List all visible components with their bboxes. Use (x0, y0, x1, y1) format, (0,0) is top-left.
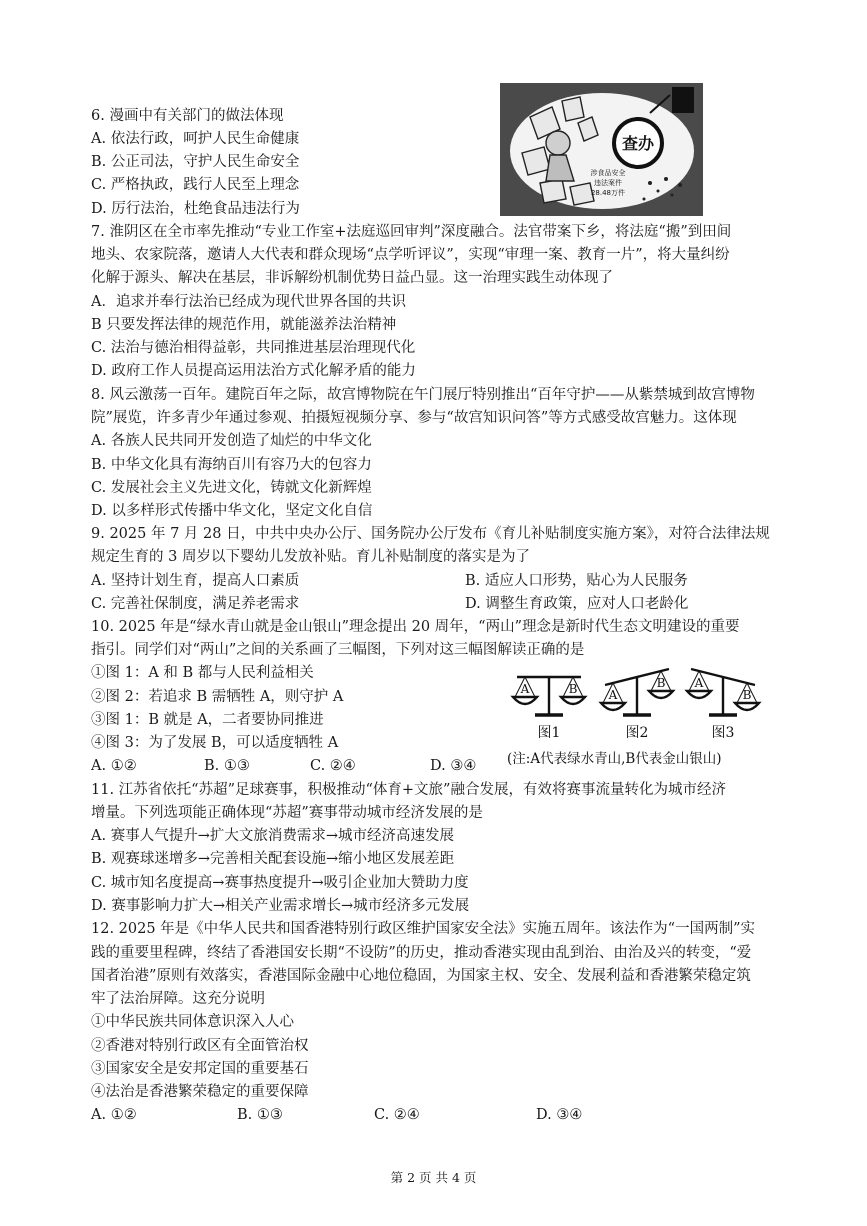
scale-3-pan-b: B (742, 688, 752, 702)
cartoon-label-line-1: 涉食品安全 (590, 169, 626, 177)
q12-option-b: B. ①③ (237, 1107, 283, 1123)
q11-stem-line-1: 11. 江苏省依托“苏超”足球赛事，积极推动“体育+文旅”融合发展，有效将赛事流量转化为城市经济 (91, 782, 726, 798)
q11-option-b: B. 观赛球迷增多→完善相关配套设施→缩小地区发展差距 (91, 851, 455, 867)
q8-option-b: B. 中华文化具有海纳百川有容乃大的包容力 (91, 457, 372, 473)
scale-2-pan-a: A (608, 688, 618, 702)
q11-option-c: C. 城市知名度提高→赛事热度提升→吸引企业加大赞助力度 (91, 875, 469, 891)
figure-1-caption: 图1 (537, 725, 561, 741)
q12-item-2: ②香港对特别行政区有全面管治权 (91, 1038, 309, 1054)
q12-option-d: D. ③④ (536, 1107, 583, 1123)
figure-note: (注:A代表绿水青山,B代表金山银山) (507, 751, 722, 767)
q9-option-a: A. 坚持计划生育，提高人口素质 (91, 573, 300, 589)
scale-1-pan-a: A (520, 682, 530, 696)
q12-stem-line-4: 牢了法治屏障。这充分说明 (91, 991, 265, 1007)
q10-item-1: ①图 1：A 和 B 都与人民利益相关 (91, 665, 314, 681)
scale-figure-2 (601, 669, 673, 715)
q7-option-b: B 只要发挥法律的规范作用，就能滋养法治精神 (91, 317, 397, 333)
q8-option-c: C. 发展社会主义先进文化，铸就文化新辉煌 (91, 480, 372, 496)
q6-option-c: C. 严格执政，践行人民至上理念 (91, 177, 300, 193)
q10-stem-line-1: 10. 2025 年是“绿水青山就是金山银山”理念提出 20 周年，“两山”理念是新时代生态文明建设的重要 (91, 619, 740, 635)
q6-option-b: B. 公正司法，守护人民生命安全 (91, 154, 300, 170)
q6-stem: 6. 漫画中有关部门的做法体现 (91, 108, 284, 124)
q12-option-c: C. ②④ (374, 1107, 420, 1123)
q7-option-a: A．追求并奉行法治已经成为现代世界各国的共识 (91, 294, 406, 310)
q6-option-a: A. 依法行政，呵护人民生命健康 (91, 131, 300, 147)
q7-option-c: C. 法治与德治相得益彰，共同推进基层治理现代化 (91, 340, 416, 356)
q12-stem-line-3: 国者治港”原则有效落实，香港国际金融中心地位稳固，为国家主权、安全、发展利益和香港繁荣稳定筑 (91, 968, 751, 984)
q10-option-a: A. ①② (91, 758, 137, 774)
q8-option-d: D. 以多样形式传播中华文化，坚定文化自信 (91, 503, 373, 519)
figure-2-caption: 图2 (625, 725, 649, 741)
q10-option-d: D. ③④ (430, 758, 477, 774)
q12-option-a: A. ①② (91, 1107, 137, 1123)
q12-item-3: ③国家安全是安邦定国的重要基石 (91, 1061, 309, 1077)
scale-2-pan-b: B (656, 676, 666, 690)
q9-stem-line-2: 规定生育的 3 周岁以下婴幼儿发放补贴。育儿补贴制度的落实是为了 (91, 549, 530, 565)
q12-stem-line-2: 践的重要里程碑，终结了香港国安长期“不设防”的历史，推动香港实现由乱到治、由治及兴的转变，“爱 (91, 945, 752, 961)
q9-option-d: D. 调整生育政策，应对人口老龄化 (465, 596, 689, 612)
q7-stem-line-3: 化解于源头、解决在基层，非诉解纷机制优势日益凸显。这一治理实践生动体现了 (91, 270, 613, 286)
q9-option-b: B. 适应人口形势，贴心为人民服务 (465, 573, 688, 589)
q6-option-d: D. 厉行法治，杜绝食品违法行为 (91, 201, 300, 217)
scale-3-pan-a: A (694, 676, 704, 690)
scale-figure-1 (513, 677, 585, 715)
q12-item-4: ④法治是香港繁荣稳定的重要保障 (91, 1084, 309, 1100)
q10-option-c: C. ②④ (310, 758, 356, 774)
scale-1-pan-b: B (568, 682, 578, 696)
q11-option-a: A. 赛事人气提升→扩大文旅消费需求→城市经济高速发展 (91, 828, 454, 844)
figure-3-caption: 图3 (711, 725, 735, 741)
q7-stem-line-1: 7. 淮阴区在全市率先推动“专业工作室+法庭巡回审判”深度融合。法官带案下乡，将法庭“搬”到田间 (91, 224, 732, 240)
q8-stem-line-1: 8. 风云激荡一百年。建院百年之际，故宫博物院在午门展厅特别推出“百年守护——从紫禁城到故宫博物 (91, 387, 755, 403)
q12-item-1: ①中华民族共同体意识深入人心 (91, 1014, 294, 1030)
q11-option-d: D. 赛事影响力扩大→相关产业需求增长→城市经济多元发展 (91, 898, 470, 914)
q12-stem-line-1: 12. 2025 年是《中华人民共和国香港特别行政区维护国家安全法》实施五周年。该法作为“一国两制”实 (91, 921, 756, 937)
q8-option-a: A. 各族人民共同开发创造了灿烂的中华文化 (91, 433, 372, 449)
cartoon-label-line-3: 28.48万件 (590, 189, 626, 197)
q10-item-4: ④图 3：为了发展 B，可以适度牺牲 A (91, 735, 339, 751)
q9-stem-line-1: 9. 2025 年 7 月 28 日，中共中央办公厅、国务院办公厅发布《育儿补贴制度实施方案》，对符合法律法规 (91, 526, 770, 542)
q7-option-d: D. 政府工作人员提高运用法治方式化解矛盾的能力 (91, 363, 416, 379)
q10-option-b: B. ①③ (204, 758, 250, 774)
cartoon-label-line-2: 违法案件 (594, 179, 622, 187)
q9-option-c: C. 完善社保制度，满足养老需求 (91, 596, 300, 612)
q10-item-2: ②图 2：若追求 B 需牺牲 A，则守护 A (91, 689, 344, 705)
q10-stem-line-2: 指引。同学们对“两山”之间的关系画了三幅图，下列对这三幅图解读正确的是 (91, 642, 585, 658)
q7-stem-line-2: 地头、农家院落，邀请人大代表和群众现场“点学听评议”，实现“审理一案、教育一片”，将大量纠纷 (91, 247, 730, 263)
q10-item-3: ③图 1：B 就是 A，二者要协同推进 (91, 712, 324, 728)
page-number-footer: 第 2 页 共 4 页 (390, 1170, 477, 1185)
balance-scales-figure (507, 663, 777, 773)
q8-stem-line-2: 院”展览，许多青少年通过参观、拍摄短视频分享、参与“故宫知识问答”等方式感受故宫魅力。这体现 (91, 410, 737, 426)
food-safety-cartoon (500, 83, 703, 216)
scale-figure-3 (687, 669, 759, 715)
q11-stem-line-2: 增量。下列选项能正确体现“苏超”赛事带动城市经济发展的是 (91, 805, 483, 821)
cartoon-stamp-text: 查办 (621, 134, 655, 153)
